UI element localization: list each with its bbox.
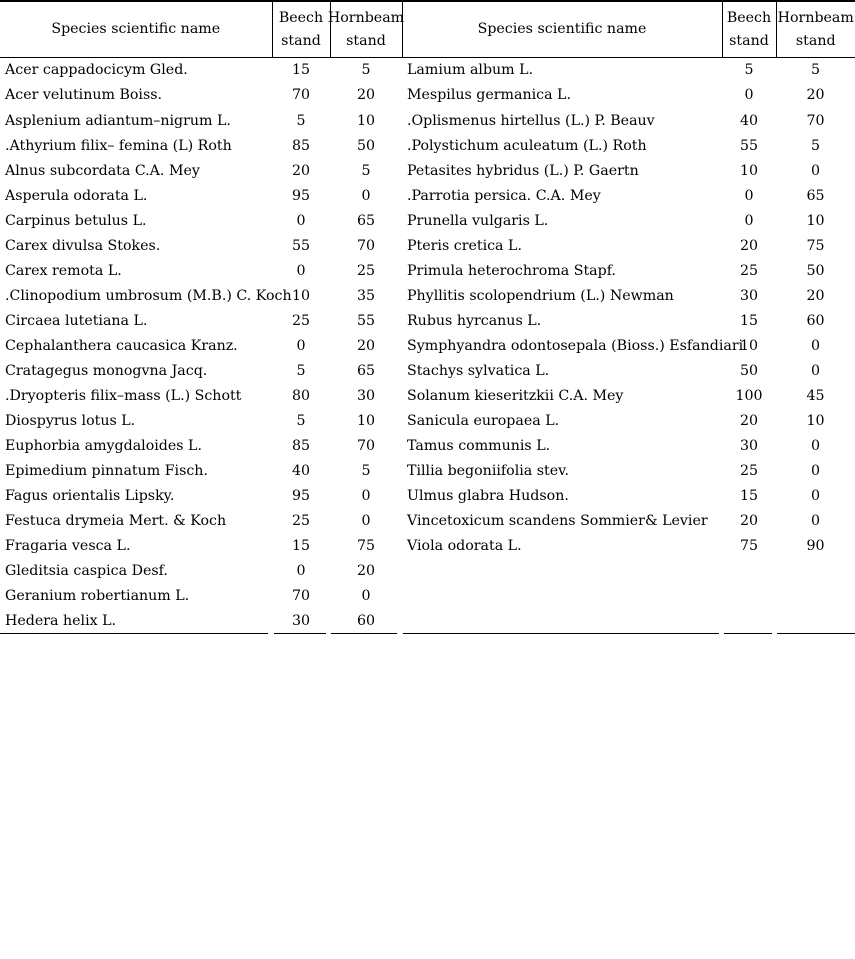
cell-beech-right: 15: [739, 488, 759, 505]
cell-hornbeam-right: 0: [810, 513, 821, 530]
cell-species-name-right: Viola odorata L.: [407, 538, 522, 555]
header-beech-left: [272, 1, 330, 58]
cell-beech-left: 20: [291, 162, 311, 179]
cell-beech-left: 70: [291, 87, 311, 104]
cell-beech-right: 25: [739, 262, 759, 279]
cell-hornbeam-right: 10: [806, 212, 825, 229]
cell-species-name-right: Phyllitis scolopendrium (L.) Newman: [407, 287, 674, 304]
table-row: [0, 434, 855, 459]
cell-beech-right: 15: [739, 312, 759, 329]
cell-hornbeam-right: 20: [806, 287, 825, 304]
cell-species-name-left: Festuca drymeia Mert. & Koch: [5, 513, 227, 530]
cell-hornbeam-left: 75: [356, 538, 376, 555]
cell-species-name-right: .Oplismenus hirtellus (L.) P. Beauv: [407, 112, 655, 129]
cell-species-name-right: Symphyandra odontosepala (Bioss.) Esfandiari: [407, 337, 744, 354]
cell-beech-left: 30: [291, 613, 311, 630]
cell-beech-left: 0: [296, 212, 306, 229]
cell-hornbeam-right: [776, 559, 855, 584]
cell-hornbeam-right: [776, 584, 855, 609]
cell-species-name-left: Cratagegus monogvna Jacq.: [5, 362, 208, 379]
cell-beech-right: 50: [739, 362, 759, 379]
bottom-rule-segment-1: [0, 633, 268, 634]
cell-beech-left: 0: [296, 262, 306, 279]
table-row: [0, 359, 855, 384]
table-row: [0, 133, 855, 158]
cell-species-name-left: .Athyrium filix– femina (L) Roth: [5, 137, 232, 154]
bottom-rule-segment-3: [331, 633, 397, 634]
cell-beech-right: 75: [739, 538, 759, 555]
header-beech-right-line2: stand: [729, 33, 769, 49]
cell-beech-right: 55: [739, 137, 759, 154]
table-row: [0, 283, 855, 308]
cell-hornbeam-left: 0: [361, 488, 371, 505]
cell-hornbeam-right: 0: [810, 162, 821, 179]
table-row: [0, 58, 855, 84]
cell-beech-right: 30: [739, 438, 759, 455]
cell-beech-left: 85: [291, 137, 311, 154]
cell-beech-right: 20: [739, 237, 759, 254]
cell-species-name-left: Fragaria vesca L.: [5, 538, 131, 555]
cell-species-name-right: Pteris cretica L.: [407, 237, 522, 254]
cell-species-name-left: Euphorbia amygdaloides L.: [5, 438, 202, 455]
cell-species-name-left: Carex remota L.: [5, 262, 122, 279]
cell-species-name-left: Fagus orientalis Lipsky.: [5, 488, 175, 505]
cell-beech-right: 0: [744, 87, 754, 104]
table-row: [0, 334, 855, 359]
cell-species-name-right: [402, 559, 722, 584]
cell-hornbeam-left: 5: [361, 62, 371, 79]
cell-species-name-right: Prunella vulgaris L.: [407, 212, 549, 229]
cell-beech-left: 5: [296, 413, 306, 430]
cell-hornbeam-right: [776, 609, 855, 634]
table-header-row: [0, 1, 855, 58]
cell-hornbeam-left: 10: [356, 112, 376, 129]
cell-beech-left: 85: [291, 438, 311, 455]
cell-species-name-right: Stachys sylvatica L.: [407, 362, 550, 379]
cell-hornbeam-left: 20: [356, 563, 376, 580]
cell-species-name-left: Acer velutinum Boiss.: [5, 87, 163, 104]
table-row: [0, 308, 855, 333]
cell-species-name-left: Carpinus betulus L.: [5, 212, 147, 229]
cell-hornbeam-right: 5: [810, 137, 821, 154]
header-hornbeam-left: [327, 1, 405, 58]
table-row: [0, 559, 855, 584]
bottom-rule-segment-4: [403, 633, 719, 634]
cell-hornbeam-right: 70: [806, 112, 825, 129]
cell-beech-right: 5: [744, 62, 754, 79]
table-bottom-rule: [0, 633, 855, 636]
table-row: [0, 233, 855, 258]
header-hornbeam-left-line2: stand: [346, 33, 386, 49]
cell-beech-right: [722, 559, 776, 584]
header-species-name-left-label: Species scientific name: [51, 21, 221, 38]
cell-species-name-left: Carex divulsa Stokes.: [5, 237, 161, 254]
table-row: [0, 409, 855, 434]
table-row: [0, 609, 855, 634]
cell-species-name-left: .Clinopodium umbrosum (M.B.) C. Koch: [5, 287, 292, 304]
table-row: [0, 484, 855, 509]
cell-beech-left: 80: [291, 388, 311, 405]
cell-beech-right: 100: [735, 388, 763, 405]
cell-species-name-left: Circaea lutetiana L.: [5, 312, 148, 329]
cell-beech-left: 55: [291, 237, 311, 254]
cell-beech-left: 10: [291, 287, 311, 304]
cell-species-name-right: .Polystichum aculeatum (L.) Roth: [407, 137, 647, 154]
cell-species-name-right: Tillia begoniifolia stev.: [407, 463, 569, 480]
cell-beech-right: [722, 584, 776, 609]
header-hornbeam-right-inner: [777, 2, 855, 57]
cell-hornbeam-left: 5: [361, 162, 371, 179]
cell-beech-right: 0: [744, 187, 754, 204]
cell-hornbeam-right: 0: [810, 463, 821, 480]
cell-hornbeam-right: 75: [806, 237, 825, 254]
table-row: [0, 509, 855, 534]
cell-beech-left: 25: [291, 513, 311, 530]
cell-hornbeam-right: 20: [806, 87, 825, 104]
header-species-name-right: [402, 1, 722, 58]
cell-hornbeam-right: 0: [810, 337, 821, 354]
cell-hornbeam-left: 65: [356, 362, 376, 379]
cell-species-name-left: Geranium robertianum L.: [5, 588, 190, 605]
cell-hornbeam-right: 50: [806, 262, 825, 279]
header-species-name-left: [0, 1, 272, 58]
cell-species-name-right: .Parrotia persica. C.A. Mey: [407, 187, 601, 204]
table-row: [0, 158, 855, 183]
cell-species-name-left: Diospyrus lotus L.: [5, 413, 136, 430]
table-row: [0, 534, 855, 559]
table-row: [0, 459, 855, 484]
cell-hornbeam-left: 70: [356, 237, 376, 254]
cell-species-name-right: Rubus hyrcanus L.: [407, 312, 542, 329]
header-species-name-right-label: Species scientific name: [477, 21, 647, 38]
cell-beech-left: 15: [291, 62, 311, 79]
bottom-rule-segment-6: [777, 633, 855, 634]
cell-hornbeam-right: 45: [806, 388, 825, 405]
cell-hornbeam-left: 0: [361, 588, 371, 605]
header-hornbeam-right: [776, 1, 855, 58]
cell-hornbeam-left: 65: [356, 212, 376, 229]
table-row: [0, 83, 855, 108]
table-row: [0, 108, 855, 133]
cell-species-name-left: .Dryopteris filix–mass (L.) Schott: [5, 388, 242, 405]
cell-species-name-right: Sanicula europaea L.: [407, 413, 560, 430]
bottom-rule-segment-5: [724, 633, 772, 634]
cell-hornbeam-right: 10: [806, 413, 825, 430]
cell-beech-right: 30: [739, 287, 759, 304]
cell-hornbeam-left: 30: [356, 388, 376, 405]
cell-hornbeam-left: 55: [356, 312, 376, 329]
header-beech-left-line2: stand: [281, 33, 321, 49]
header-beech-left-line1: Beech: [278, 9, 324, 26]
cell-beech-right: 10: [739, 162, 759, 179]
cell-beech-left: 0: [296, 563, 306, 580]
cell-beech-left: 70: [291, 588, 311, 605]
table-row: [0, 258, 855, 283]
cell-hornbeam-left: 60: [356, 613, 376, 630]
cell-hornbeam-right: 90: [806, 538, 825, 555]
cell-beech-left: 25: [291, 312, 311, 329]
cell-hornbeam-left: 0: [361, 187, 371, 204]
cell-hornbeam-left: 5: [361, 463, 371, 480]
cell-beech-left: 40: [291, 463, 311, 480]
header-beech-right-line1: Beech: [726, 9, 772, 26]
cell-hornbeam-left: 0: [361, 513, 371, 530]
table-row: [0, 208, 855, 233]
cell-beech-left: 95: [291, 488, 311, 505]
cell-hornbeam-right: 65: [806, 187, 825, 204]
cell-species-name-right: Solanum kieseritzkii C.A. Mey: [407, 388, 624, 405]
cell-species-name-left: Acer cappadocicym Gled.: [5, 62, 188, 79]
cell-species-name-right: [402, 584, 722, 609]
cell-beech-left: 5: [296, 362, 306, 379]
cell-hornbeam-left: 20: [356, 87, 376, 104]
cell-species-name-right: Ulmus glabra Hudson.: [407, 488, 569, 505]
cell-beech-left: 5: [296, 112, 306, 129]
cell-hornbeam-left: 35: [356, 287, 376, 304]
header-hornbeam-left-line1: Hornbeam: [327, 9, 405, 26]
cell-hornbeam-left: 20: [356, 337, 376, 354]
cell-species-name-left: Hedera helix L.: [5, 613, 117, 630]
cell-species-name-left: Epimedium pinnatum Fisch.: [5, 463, 208, 480]
cell-species-name-left: Asperula odorata L.: [5, 187, 148, 204]
cell-hornbeam-left: 70: [356, 438, 376, 455]
cell-beech-right: 20: [739, 413, 759, 430]
bottom-rule-segment-2: [274, 633, 326, 634]
table-row: [0, 384, 855, 409]
cell-beech-left: 0: [296, 337, 306, 354]
table-header: [0, 1, 855, 58]
table-row: [0, 183, 855, 208]
header-beech-right-inner: [723, 2, 776, 57]
header-beech-left-inner: [273, 2, 330, 57]
cell-beech-right: 40: [739, 112, 759, 129]
cell-hornbeam-left: 50: [356, 137, 376, 154]
table-row: [0, 584, 855, 609]
cell-species-name-left: Asplenium adiantum–nigrum L.: [5, 112, 231, 129]
cell-hornbeam-right: 0: [810, 362, 821, 379]
header-hornbeam-left-inner: [327, 2, 405, 57]
cell-beech-right: 10: [739, 337, 759, 354]
cell-beech-left: 95: [291, 187, 311, 204]
cell-species-name-left: Cephalanthera caucasica Kranz.: [5, 337, 238, 354]
table-body: [0, 58, 855, 635]
cell-hornbeam-right: 0: [810, 488, 821, 505]
cell-beech-left: 15: [291, 538, 311, 555]
cell-species-name-right: Petasites hybridus (L.) P. Gaertn: [407, 162, 639, 179]
cell-beech-right: 25: [739, 463, 759, 480]
cell-species-name-right: [402, 609, 722, 634]
cell-hornbeam-right: 60: [806, 312, 825, 329]
cell-hornbeam-right: 0: [810, 438, 821, 455]
header-hornbeam-right-line1: Hornbeam: [777, 9, 854, 26]
header-beech-right: [722, 1, 776, 58]
cell-species-name-right: Lamium album L.: [407, 62, 534, 79]
cell-hornbeam-left: 10: [356, 413, 376, 430]
cell-species-name-left: Gleditsia caspica Desf.: [5, 563, 168, 580]
header-hornbeam-right-line2: stand: [795, 33, 836, 49]
cell-species-name-right: Mespilus germanica L.: [407, 87, 571, 104]
cell-hornbeam-right: 5: [810, 62, 821, 79]
cell-species-name-right: Primula heterochroma Stapf.: [407, 262, 616, 279]
cell-beech-right: [722, 609, 776, 634]
cell-species-name-left: Alnus subcordata C.A. Mey: [5, 162, 200, 179]
cell-species-name-right: Tamus communis L.: [407, 438, 551, 455]
cell-species-name-right: Vincetoxicum scandens Sommier& Levier: [407, 513, 708, 530]
cell-hornbeam-left: 25: [356, 262, 376, 279]
cell-beech-right: 20: [739, 513, 759, 530]
cell-beech-right: 0: [744, 212, 754, 229]
